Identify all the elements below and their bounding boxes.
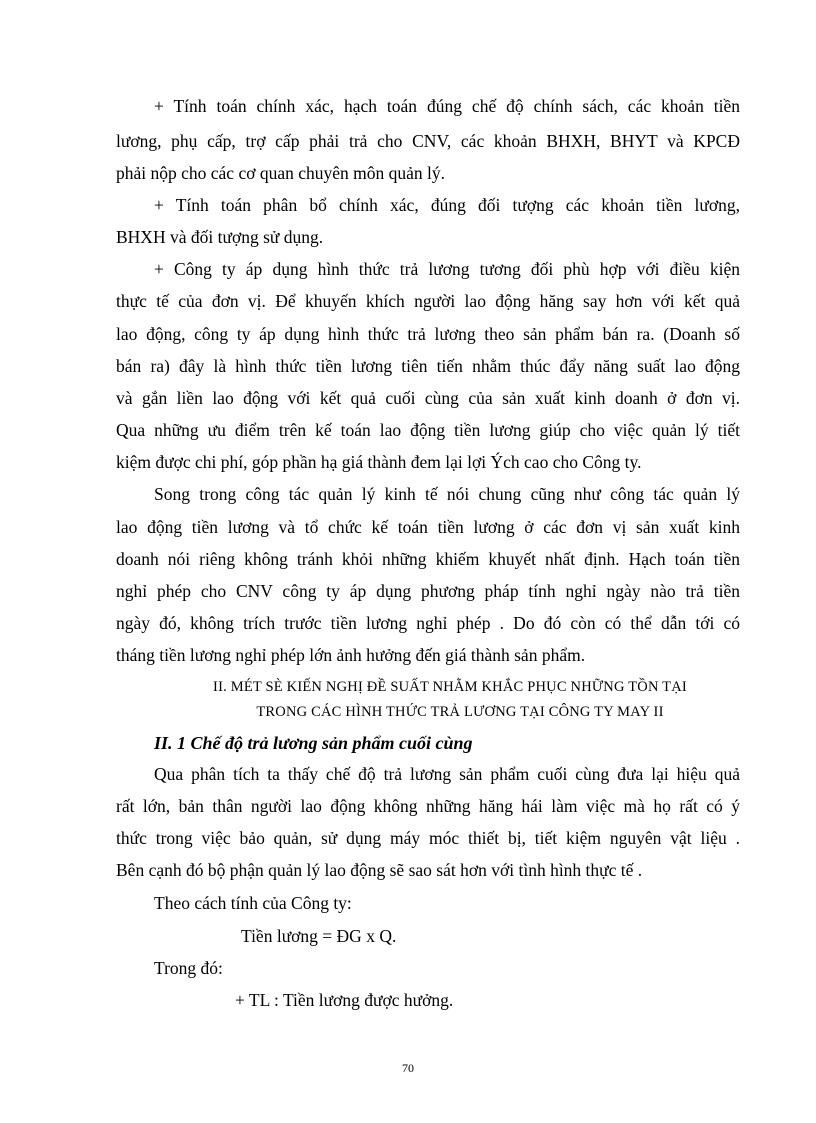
paragraph-4-line-1: Song trong công tác quản lý kinh tế nói chung cũng như công tác quản lý [154,484,740,504]
paragraph-5-line-3: thức trong việc bảo quản, sử dụng máy móc thiết bị, tiết kiệm nguyên vật liệu . [116,828,740,848]
paragraph-2-line-2: BHXH và đối tượng sử dụng. [116,227,324,247]
paragraph-3-line-3: lao động, công ty áp dụng hình thức trả lương theo sản phẩm bán ra. (Doanh số [116,324,740,344]
paragraph-4-line-2: lao động tiền lương và tổ chức kế toán tiền lương ở các đơn vị sản xuất kinh [116,517,740,537]
page-number: 70 [402,1061,414,1075]
paragraph-1-line-1: + Tính toán chính xác, hạch toán đúng chế độ chính sách, các khoản tiền [154,96,740,116]
paragraph-2-line-1: + Tính toán phân bổ chính xác, đúng đối tượng các khoản tiền lương, [154,195,740,215]
paragraph-3-line-4: bán ra) đây là hình thức tiền lương tiên tiến nhằm thúc đẩy năng suất lao động [116,356,740,376]
paragraph-3-line-5: và gắn liền lao động với kết quả cuối cùng của sản xuất kinh doanh ở đơn vị. [116,388,740,408]
paragraph-3-line-6: Qua những ưu điểm trên kế toán lao động tiền lương giúp cho việc quản lý tiết [116,420,740,440]
paragraph-5-line-4: Bên cạnh đó bộ phận quản lý lao động sẽ sao sát hơn với tình hình thực tế . [116,860,643,880]
paragraph-3-line-7: kiệm được chi phí, góp phần hạ giá thành đem lại lợi Ých cao cho Công ty. [116,452,642,472]
section-heading-line-2: TRONG CÁC HÌNH THỨC TRẢ LƯƠNG TẠI CÔNG TY MAY II [256,704,664,720]
paragraph-4-line-3: doanh nói riêng không tránh khỏi những khiếm khuyết nhất định. Hạch toán tiền [116,549,740,569]
paragraph-3-line-2: thực tế của đơn vị. Để khuyến khích người lao động hăng say hơn với kết quả [116,291,740,311]
subsection-heading: II. 1 Chế độ trả lương sản phẩm cuối cùng [154,733,473,753]
paragraph-4-line-4: nghỉ phép cho CNV công ty áp dụng phương pháp tính nghỉ ngày nào trả tiền [116,581,740,601]
paragraph-5-line-1: Qua phân tích ta thấy chế độ trả lương sản phẩm cuối cùng đưa lại hiệu quả [154,764,740,784]
where-label: Trong đó: [154,958,223,978]
formula-intro: Theo cách tính của Công ty: [154,893,352,913]
paragraph-4-line-5: ngày đó, không trích trước tiền lương nghỉ phép . Do đó còn có thể dẫn tới có [116,613,740,633]
paragraph-5-line-2: rất lớn, bản thân người lao động không những hăng hái làm việc mà họ rất có ý [116,796,740,816]
paragraph-1-line-2: lương, phụ cấp, trợ cấp phải trả cho CNV, các khoản BHXH, BHYT và KPCĐ [116,131,740,151]
paragraph-3-line-1: + Công ty áp dụng hình thức trả lương tương đối phù hợp với điều kiện [154,259,740,279]
formula: Tiền lương = ĐG x Q. [241,926,397,946]
paragraph-1-line-3: phải nộp cho các cơ quan chuyên môn quản lý. [116,163,446,183]
paragraph-4-line-6: tháng tiền lương nghỉ phép lớn ảnh hưởng đến giá thành sản phẩm. [116,645,586,665]
section-heading-line-1: II. MÉT SÈ KIẾN NGHỊ ĐỀ SUẤT NHẰM KHẮC PHỤC NHỮNG TỒN TẠI [213,679,687,695]
definition-tl: + TL : Tiền lương được hưởng. [235,990,454,1010]
